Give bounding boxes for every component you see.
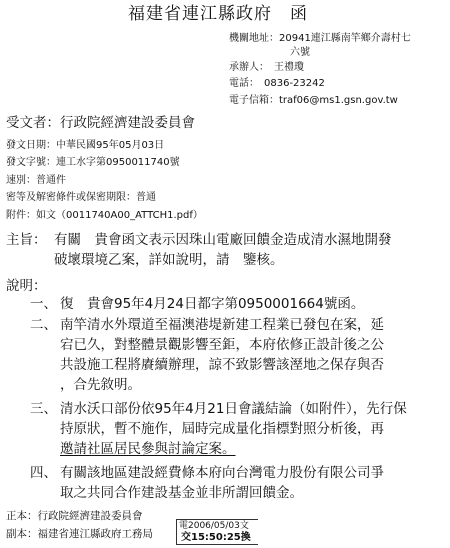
original-row	[6, 511, 143, 522]
recipient-row	[6, 117, 195, 131]
phone-value: 0836-23242	[264, 78, 325, 89]
item-2-line: 南竿清水外環道至福澳港堤新建工程業已發包在案，延	[60, 317, 384, 333]
address-label: 機關地址：	[229, 33, 279, 44]
issue-date: 發文日期：中華民國95年05月03日	[6, 140, 165, 151]
item-3-line: 清水沃口部份依95年4月21日會議結論（如附件），先行保	[60, 401, 407, 417]
email-row	[229, 96, 398, 106]
item-2-line: 宕已久，對整體景觀影響至鉅，本府依修正設計後之公	[60, 337, 384, 353]
address-value: 20941連江縣南竿鄉介壽村七	[279, 33, 411, 44]
explanation-label: 說明：	[6, 278, 47, 294]
item-1-number: 一、	[30, 296, 57, 312]
stamp-line-1: 電2006/05/03文	[179, 521, 249, 531]
recipient-label: 受文者：	[6, 115, 60, 131]
item-1-line: 復 貴會95年4月24日都字第0950001664號函。	[60, 296, 365, 312]
contact-value: 王禮瓊	[274, 62, 304, 73]
original-label: 正本：	[6, 510, 38, 522]
original-value: 行政院經濟建設委員會	[37, 510, 143, 522]
address-row	[229, 34, 411, 44]
speed-class: 速別：普通件	[6, 175, 66, 186]
item-2-line: 共設施工程將賡續辦理，諒不致影響該溼地之保存與否	[60, 357, 384, 373]
item-4-number: 四、	[30, 465, 57, 481]
item-3-underlined-line: 邀請社區居民參與討論定案。	[60, 441, 236, 457]
address-line2: 六號	[290, 47, 310, 58]
item-2-number: 二、	[30, 317, 57, 333]
email-label: 電子信箱：	[229, 95, 279, 106]
item-4-line: 有關該地區建設經費條本府向台灣電力股份有限公司爭	[60, 465, 384, 481]
issue-number: 發文字號：連工水字第0950011740號	[6, 157, 180, 168]
subject-label: 主旨：	[6, 232, 47, 248]
copy-label: 副本：	[6, 528, 38, 540]
phone-row	[229, 79, 325, 89]
exchange-stamp	[176, 519, 260, 545]
contact-row	[229, 63, 304, 73]
email-value[interactable]: traf06@ms1.gsn.gov.tw	[279, 95, 398, 106]
item-2-line: ，合先敘明。	[60, 377, 141, 393]
attachment[interactable]: 附件：如文（0011740A00_ATTCH1.pdf）	[6, 210, 203, 221]
item-3-number: 三、	[30, 401, 57, 417]
copy-row	[6, 529, 153, 540]
stamp-line-2: 交15:50:25換	[181, 532, 251, 543]
page-cut-edge	[258, 519, 261, 545]
security-class: 密等及解密條件或保密期限：普通	[6, 192, 156, 203]
subject-line-1: 有關 貴會函文表示因珠山電廠回饋金造成清水濕地開發	[54, 232, 392, 248]
phone-label: 電話：	[229, 78, 254, 89]
item-3-line: 持原狀，暫不施作，屆時完成量化指標對照分析後，再	[60, 421, 384, 437]
recipient-value: 行政院經濟建設委員會	[60, 115, 195, 131]
copy-value: 福建省連江縣政府工務局	[37, 528, 153, 540]
contact-label: 承辦人：	[229, 62, 264, 73]
item-4-line: 取之共同合作建設基金並非所謂回饋金。	[60, 485, 303, 501]
document-title: 福建省連江縣政府 函	[128, 4, 308, 24]
subject-line-2: 破壞環境乙案，詳如說明，請 鑒核。	[54, 252, 284, 268]
